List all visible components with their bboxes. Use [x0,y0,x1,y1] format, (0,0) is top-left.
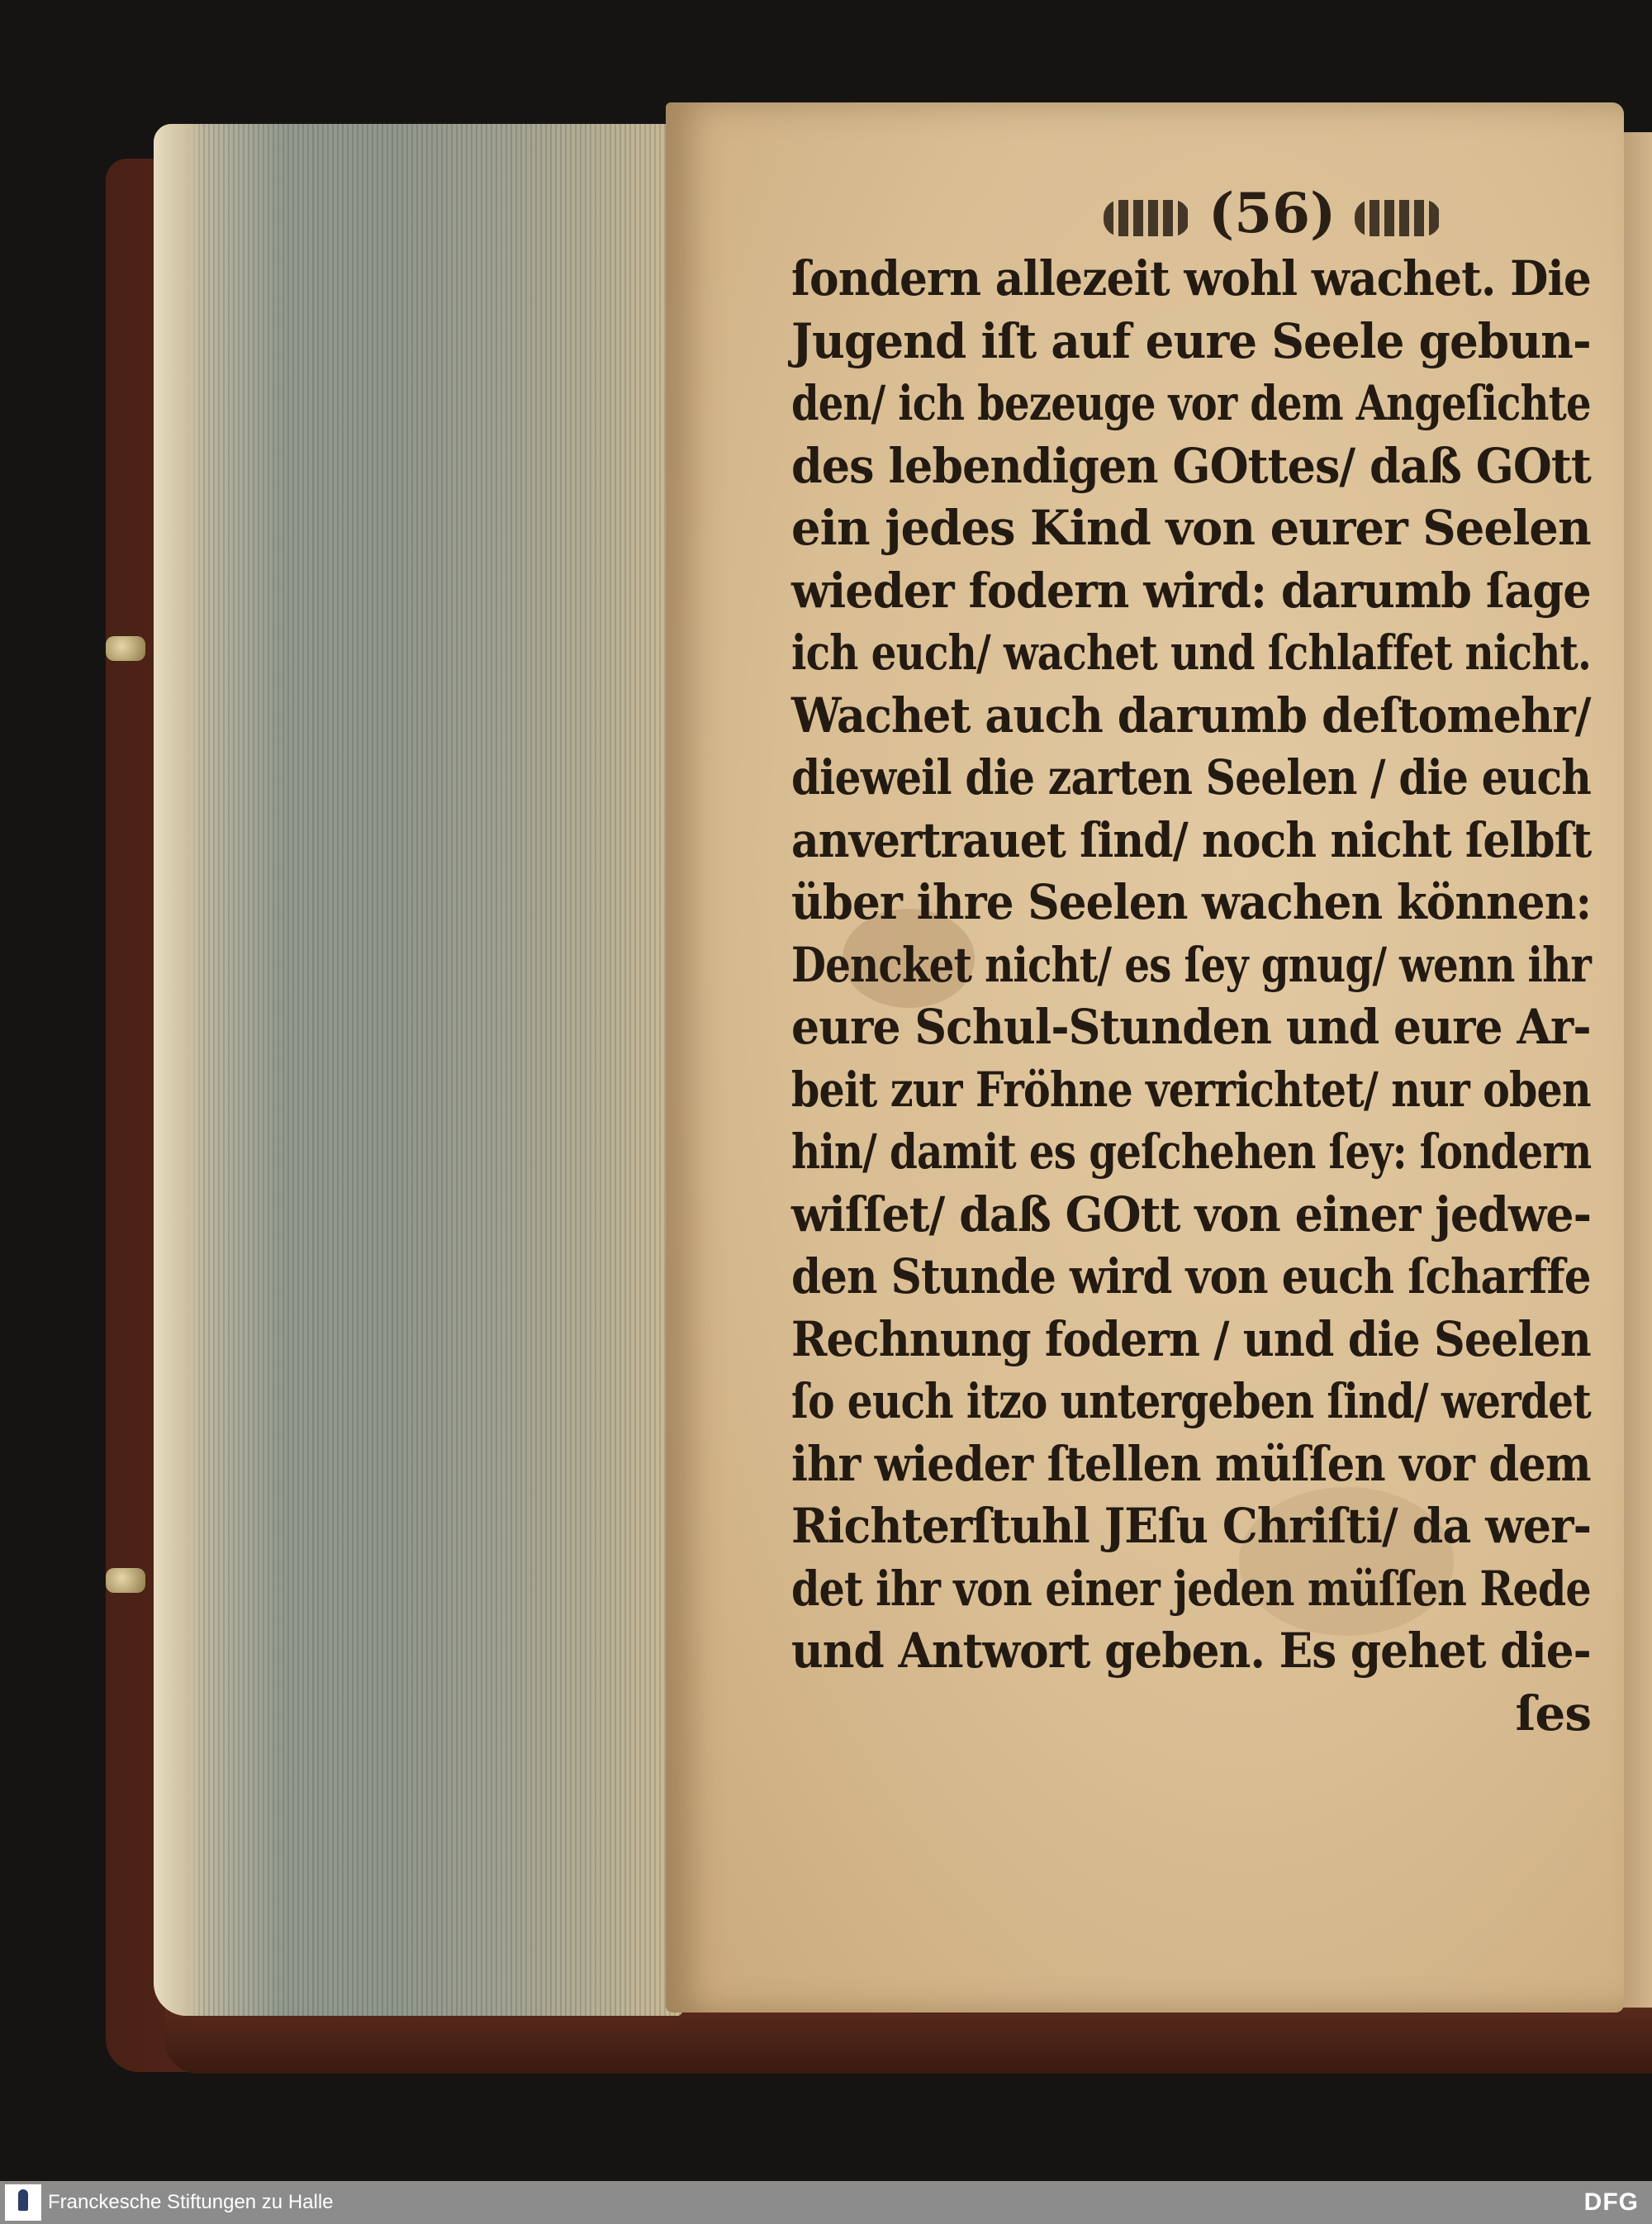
text-line: den/ ich bezeuge vor dem Angeſichte [791,375,1591,431]
text-line: hin/ damit es geſchehen ſey: ſondern [791,1124,1592,1180]
institution-name: Franckesche Stiftungen zu Halle [48,2191,334,2213]
text-line: Jugend iſt auf eure Seele gebun- [791,312,1591,369]
text-line: Richterſtuhl JEſu Chriſti/ da wer- [791,1498,1592,1554]
clasp-lower [106,1568,145,1593]
dfg-logo[interactable]: DFG [1583,2188,1639,2216]
clasp-upper [106,636,145,661]
text-line: Rechnung fodern / und die Seelen [791,1310,1591,1367]
page-edge-highlight [154,124,203,2016]
text-line: Dencket nicht/ es ſey gnug/ wenn ihr [791,936,1592,993]
text-line: dieweil die zarten Seelen / die euch [791,749,1591,805]
text-line: des lebendigen GOttes/ daß GOtt [791,437,1591,494]
text-line: beit zur Fröhne verrichtet/ nur oben [791,1061,1591,1118]
ornament-right [1355,200,1441,236]
text-line: Wachet auch darumb deſtomehr/ [791,687,1591,744]
text-line: und Antwort geben. Es gehet die- [791,1623,1591,1679]
institution-logo-icon[interactable] [5,2184,41,2221]
text-line: ihr wieder ſtellen müſſen vor dem [791,1435,1591,1492]
text-line: den Stunde wird von euch ſcharffe [791,1248,1591,1304]
ornament-left [1104,200,1189,236]
page-number [1104,180,1351,246]
text-line: ſo euch itzo untergeben ſind/ werdet [791,1373,1591,1429]
text-line: det ihr von einer jeden müſſen Rede [791,1560,1591,1617]
text-line: wieder fodern wird: darumb ſage [791,562,1591,619]
page-edges [154,124,682,2016]
text-line: ſondern allezeit wohl wachet. Die [791,250,1591,307]
text-line: über ihre Seelen wachen können: [791,874,1592,930]
page-number-text: (56) [1208,181,1336,245]
text-line: wiſſet/ daß GOtt von einer jedwe- [791,1186,1592,1243]
text-line: eure Schul-Stunden und eure Ar- [791,999,1591,1055]
text-line: ein jedes Kind von eurer Seelen [791,500,1591,556]
catchword: ſes [1515,1685,1591,1742]
text-line: anvertrauet ſind/ noch nicht ſelbſt [791,811,1592,868]
text-line: ich euch/ wachet und ſchlaffet nicht. [791,625,1592,681]
viewer-footer [0,2181,1652,2224]
page-body [791,248,1591,1745]
